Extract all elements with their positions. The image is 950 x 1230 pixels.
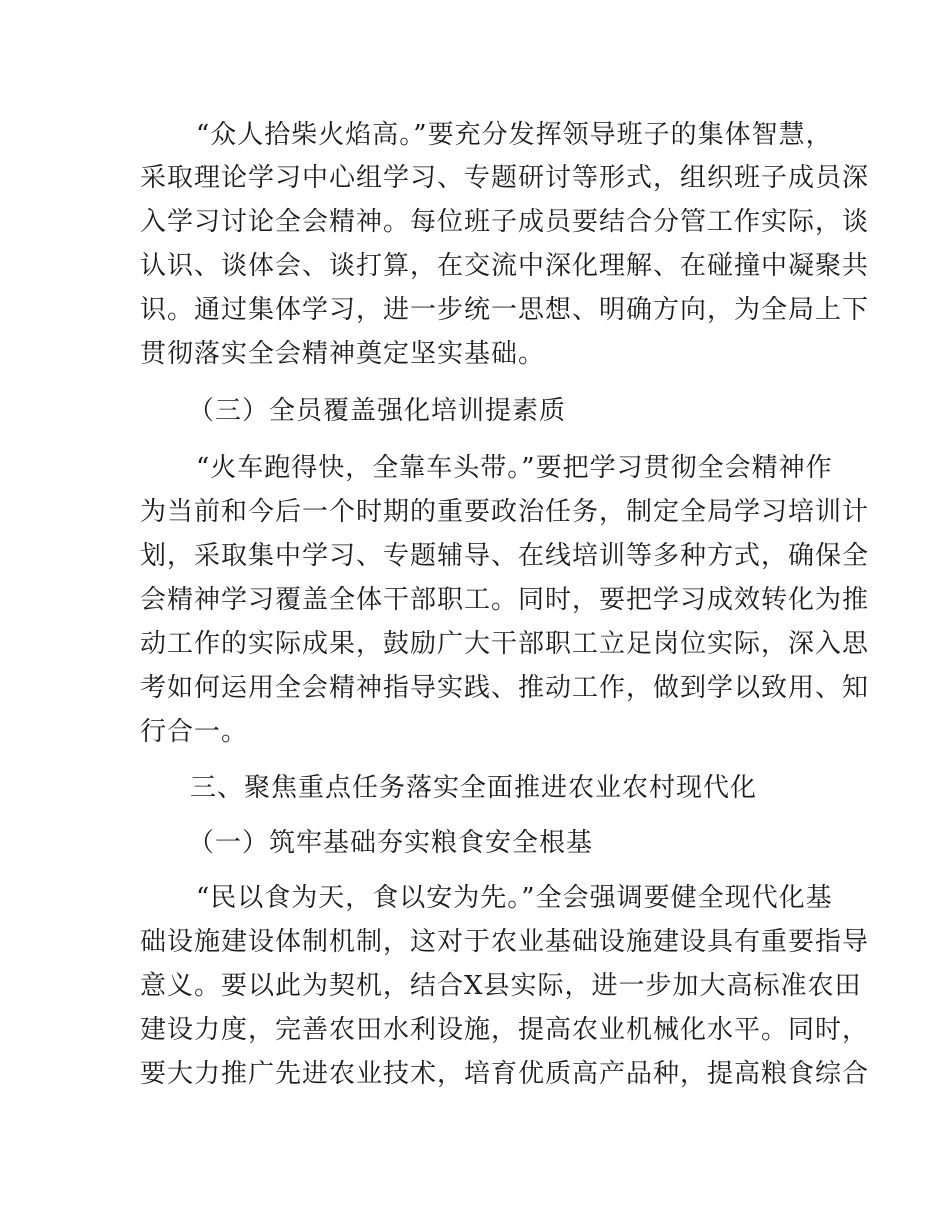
section-heading: 三、聚焦重点任务落实全面推进农业农村现代化 <box>190 773 758 803</box>
text-line: 意义。要以此为契机，结合X县实际，进一步加大高标准农田 <box>140 971 862 1001</box>
text-line: “众人拾柴火焰高。”要充分发挥领导班子的集体智慧， <box>196 120 833 150</box>
text-line: 贯彻落实全会精神奠定坚实基础。 <box>140 339 546 369</box>
text-line: 动工作的实际成果，鼓励广大干部职工立足岗位实际，深入思 <box>140 629 870 659</box>
text-line: 入学习讨论全会精神。每位班子成员要结合分管工作实际，谈 <box>140 207 870 237</box>
text-line: 识。通过集体学习，进一步统一思想、明确方向，为全局上下 <box>140 295 870 325</box>
text-line: 会精神学习覆盖全体干部职工。同时，要把学习成效转化为推 <box>140 585 870 615</box>
text-line: 考如何运用全会精神指导实践、推动工作，做到学以致用、知 <box>140 673 870 703</box>
text-line: 划，采取集中学习、专题辅导、在线培训等多种方式，确保全 <box>140 541 870 571</box>
text-line: 建设力度，完善农田水利设施，提高农业机械化水平。同时， <box>140 1015 870 1045</box>
text-line: 认识、谈体会、谈打算，在交流中深化理解、在碰撞中凝聚共 <box>140 251 870 281</box>
text-line: 行合一。 <box>140 717 249 747</box>
text-line: 为当前和今后一个时期的重要政治任务，制定全局学习培训计 <box>140 497 870 527</box>
text-line: “火车跑得快，全靠车头带。”要把学习贯彻全会精神作 <box>196 453 833 483</box>
section-subheading: （一）筑牢基础夯实粮食安全根基 <box>188 828 594 858</box>
section-subheading: （三）全员覆盖强化培训提素质 <box>188 396 567 426</box>
text-line: 础设施建设体制机制，这对于农业基础设施建设具有重要指导 <box>140 927 870 957</box>
text-line: 采取理论学习中心组学习、专题研讨等形式，组织班子成员深 <box>140 163 870 193</box>
text-line: “民以食为天，食以安为先。”全会强调要健全现代化基 <box>196 883 833 913</box>
text-line: 要大力推广先进农业技术，培育优质高产品种，提高粮食综合 <box>140 1059 870 1089</box>
